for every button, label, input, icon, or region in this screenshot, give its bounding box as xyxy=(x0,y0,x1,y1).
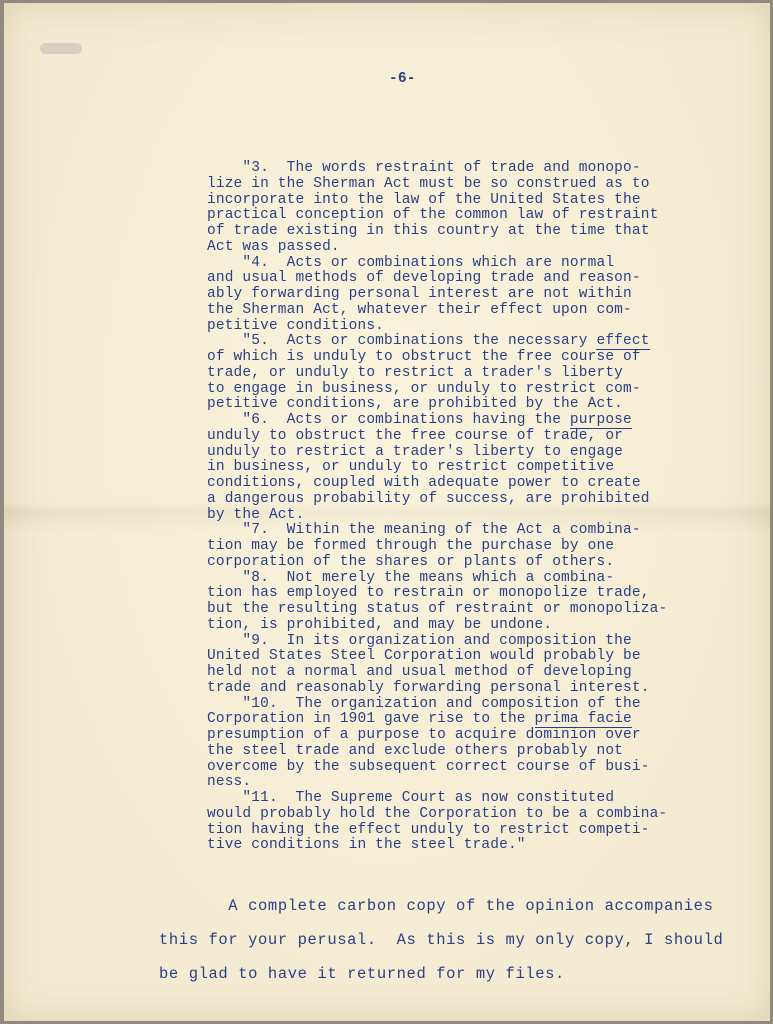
paragraph-11-line: tive conditions in the steel trade." xyxy=(207,837,526,854)
paragraph-6-line: by the Act. xyxy=(207,506,305,523)
paragraph-3-line: incorporate into the law of the United States the xyxy=(207,191,641,208)
paragraph-10-line: ness. xyxy=(207,774,252,791)
paragraph-6-line: unduly to obstruct the free course of trade, or xyxy=(207,427,624,444)
paragraph-4-line: "4. Acts or combinations which are normal xyxy=(207,254,615,271)
paragraph-3-line: lize in the Sherman Act must be so construed as to xyxy=(207,175,650,192)
paragraph-8-line: tion, is prohibited, and may be undone. xyxy=(207,616,553,633)
paragraph-4-line: and usual methods of developing trade and reason- xyxy=(207,270,641,287)
paragraph-6-line: conditions, coupled with adequate power to create xyxy=(207,475,641,491)
paragraph-10-line: overcome by the subsequent correct course of busi- xyxy=(207,758,650,775)
paragraph-9-line: held not a normal and usual method of developing xyxy=(207,664,632,680)
paragraph-11-line: would probably hold the Corporation to be a combina- xyxy=(207,805,668,822)
paragraph-6-line: in business, or unduly to restrict competitive xyxy=(207,459,615,476)
paragraph-6-line: unduly to restrict a trader's liberty to engage xyxy=(207,443,624,460)
paragraph-11-line: "11. The Supreme Court as now constituted xyxy=(207,790,615,806)
paragraph-6-line: a dangerous probability of success, are prohibited xyxy=(207,490,650,507)
paragraph-3-line: of trade existing in this country at the time that xyxy=(207,223,650,239)
paragraph-9-line: United States Steel Corporation would probably be xyxy=(207,648,641,665)
paragraph-10-line: presumption of a purpose to acquire dominion over xyxy=(207,727,641,743)
paragraph-4-line: the Sherman Act, whatever their effect upon com- xyxy=(207,301,632,318)
punch-mark xyxy=(40,43,82,54)
paragraph-10-line: "10. The organization and composition of the xyxy=(207,695,641,712)
paragraph-3-line: practical conception of the common law of restraint xyxy=(207,207,659,224)
numbered-conclusions xyxy=(207,161,667,854)
paragraph-8-line: "8. Not merely the means which a combina- xyxy=(207,569,615,586)
paragraph-4-line: ably forwarding personal interest are not within xyxy=(207,286,632,302)
paragraph-9-line: "9. In its organization and composition the xyxy=(207,632,632,649)
paragraph-4-line: petitive conditions. xyxy=(207,317,385,334)
paragraph-5-line: "5. Acts or combinations the necessary effect xyxy=(207,333,650,350)
closing-line: this for your perusal. As this is my only copy, I should xyxy=(159,931,724,949)
paragraph-3-line: Act was passed. xyxy=(207,238,340,255)
closing-line: A complete carbon copy of the opinion accompanies xyxy=(159,897,714,915)
paragraph-3-line: "3. The words restraint of trade and monopo- xyxy=(207,160,641,176)
paragraph-7-line: tion may be formed through the purchase by one xyxy=(207,538,615,554)
closing-paragraph xyxy=(159,889,723,991)
paragraph-5-line: trade, or unduly to restrict a trader's liberty xyxy=(207,364,624,381)
paragraph-5-line: to engage in business, or unduly to restrict com- xyxy=(207,380,641,397)
page-number: -6- xyxy=(389,71,416,87)
closing-line: be glad to have it returned for my files. xyxy=(159,965,565,983)
paragraph-9-line: trade and reasonably forwarding personal interest. xyxy=(207,679,650,696)
paragraph-10-line: the steel trade and exclude others probably not xyxy=(207,742,624,759)
paragraph-6-line: "6. Acts or combinations having the purpose xyxy=(207,412,632,428)
paragraph-10-line: Corporation in 1901 gave rise to the prima facie xyxy=(207,711,632,728)
document-page xyxy=(4,3,770,1021)
paragraph-8-line: but the resulting status of restraint or monopoliza- xyxy=(207,601,668,617)
paragraph-8-line: tion has employed to restrain or monopolize trade, xyxy=(207,585,650,602)
paragraph-11-line: tion having the effect unduly to restrict competi- xyxy=(207,821,650,838)
paragraph-5-line: of which is unduly to obstruct the free course of xyxy=(207,349,641,365)
paragraph-7-line: corporation of the shares or plants of others. xyxy=(207,553,615,570)
paragraph-5-line: petitive conditions, are prohibited by the Act. xyxy=(207,396,624,413)
paragraph-7-line: "7. Within the meaning of the Act a combina- xyxy=(207,522,641,539)
